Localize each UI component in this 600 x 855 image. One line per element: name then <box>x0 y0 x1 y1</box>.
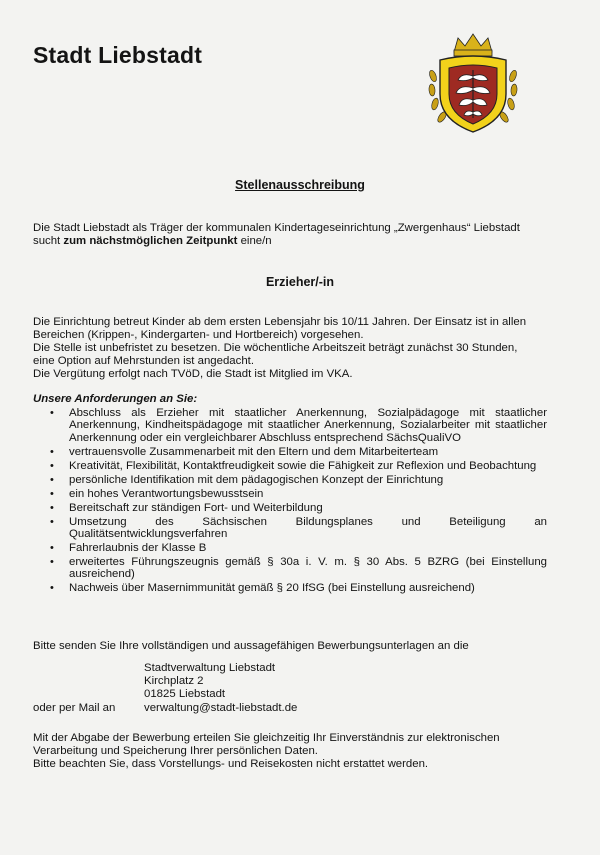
requirement-text: Kreativität, Flexibilität, Kontaktfreudigkeit sowie die Fähigkeit zur Reflexion und Beobachtung <box>69 459 537 472</box>
bullet-icon: • <box>50 473 54 486</box>
list-item <box>33 502 547 514</box>
requirement-text: Fahrerlaubnis der Klasse B <box>69 541 207 554</box>
intro-line <box>33 235 547 248</box>
address-line: Kirchplatz 2 <box>144 675 204 687</box>
intro-prefix: sucht <box>33 235 64 247</box>
list-item <box>33 516 547 541</box>
description-line: Die Stelle ist unbefristet zu besetzen. Die wöchentliche Arbeitszeit beträgt zunächst 30 Stunden, <box>33 342 518 354</box>
mail-label: oder per Mail an <box>33 702 116 714</box>
bullet-icon: • <box>50 515 54 528</box>
list-item <box>33 582 547 594</box>
requirement-text: erweitertes Führungszeugnis gemäß § 30a i. V. m. § 30 Abs. 5 BZRG (bei Einstellung ausreichend) <box>69 555 547 581</box>
list-item <box>33 488 547 500</box>
list-item <box>33 446 547 458</box>
address-line: Stadtverwaltung Liebstadt <box>144 662 276 674</box>
bullet-icon: • <box>50 407 54 419</box>
bullet-icon: • <box>50 459 54 472</box>
description-line: eine Option auf Mehrstunden ist angedacht. <box>33 355 254 367</box>
requirement-text: vertrauensvolle Zusammenarbeit mit den Eltern und dem Mitarbeiterteam <box>69 445 439 458</box>
requirement-text: ein hohes Verantwortungsbewusstsein <box>69 487 264 500</box>
posting-heading: Stellenausschreibung <box>235 178 365 192</box>
description-paragraph <box>33 316 547 381</box>
requirements-list <box>33 407 547 596</box>
closing-line: Mit der Abgabe der Bewerbung erteilen Sie gleichzeitig Ihr Einverständnis zur elektronischen <box>33 732 500 744</box>
bullet-icon: • <box>50 541 54 554</box>
closing-paragraph <box>33 732 547 771</box>
requirement-text: Nachweis über Masernimmunität gemäß § 20 IfSG (bei Einstellung ausreichend) <box>69 582 475 595</box>
requirement-text: Bereitschaft zur ständigen Fort- und Weiterbildung <box>69 501 323 514</box>
bullet-icon: • <box>50 501 54 514</box>
requirements-title: Unsere Anforderungen an Sie: <box>33 393 198 405</box>
bullet-icon: • <box>50 487 54 500</box>
start-date-phrase: zum nächstmöglichen Zeitpunkt <box>63 235 238 247</box>
address-line: 01825 Liebstadt <box>144 688 226 700</box>
page-title: Stadt Liebstadt <box>33 42 203 68</box>
description-line: Die Einrichtung betreut Kinder ab dem ersten Lebensjahr bis 10/11 Jahren. Der Einsatz ist in allen <box>33 316 527 328</box>
list-item <box>33 542 547 554</box>
requirement-text: persönliche Identifikation mit dem pädagogischen Konzept der Einrichtung <box>69 473 444 486</box>
description-line: Bereichen (Krippen-, Kindergarten- und Hortbereich) vorgesehen. <box>33 329 364 341</box>
list-item <box>33 556 547 581</box>
description-line: Die Vergütung erfolgt nach TVöD, die Stadt ist Mitglied im VKA. <box>33 368 353 380</box>
application-request: Bitte senden Sie Ihre vollständigen und aussagefähigen Bewerbungsunterlagen an die <box>33 640 469 652</box>
position-title: Erzieher/-in <box>265 275 335 289</box>
intro-line: Die Stadt Liebstadt als Träger der kommunalen Kindertageseinrichtung „Zwergenhaus“ Liebstadt <box>33 222 520 234</box>
list-item <box>33 407 547 444</box>
address-block <box>144 662 275 701</box>
requirement-text: Umsetzung des Sächsischen Bildungsplanes und Beteiligung an Qualitätsentwicklungsverfahren <box>69 515 547 540</box>
list-item <box>33 460 547 472</box>
closing-line: Bitte beachten Sie, dass Vorstellungs- und Reisekosten nicht erstattet werden. <box>33 758 429 770</box>
intro-paragraph <box>33 222 547 248</box>
list-item <box>33 474 547 486</box>
bullet-icon: • <box>50 582 54 595</box>
email-address: verwaltung@stadt-liebstadt.de <box>144 702 298 714</box>
requirement-text: Abschluss als Erzieher mit staatlicher Anerkennung, Sozialpädagoge mit staatlicher Anerkennung, Kindheitspädagoge mit staatlicher Anerkennung, Sozialarbeiter mit staatlicher Anerkennung oder ein vergleichbarer Abschluss entsprechend SächsQualiVO <box>69 407 547 444</box>
bullet-icon: • <box>50 445 54 458</box>
intro-suffix: eine/n <box>237 235 272 247</box>
city-coat-of-arms-icon <box>424 28 522 138</box>
closing-line: Verarbeitung und Speicherung Ihrer persönlichen Daten. <box>33 745 318 757</box>
bullet-icon: • <box>50 555 54 568</box>
